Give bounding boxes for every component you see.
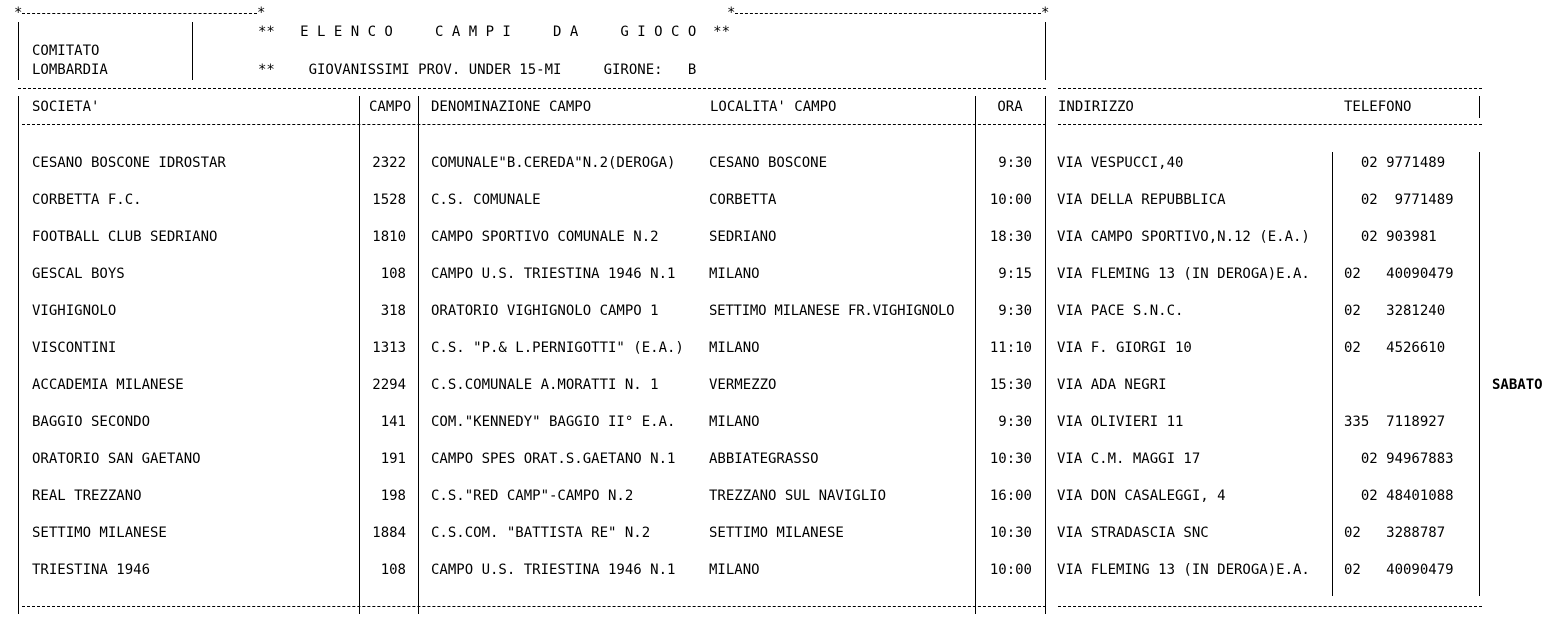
header-bottom-rule (1058, 124, 1482, 125)
cell-societa: GESCAL BOYS (32, 266, 125, 282)
column-header-campo: CAMPO (369, 99, 412, 115)
cell-denominazione: C.S. "P.& L.PERNIGOTTI" (E.A.) (431, 340, 684, 356)
cell-localita: MILANO (709, 562, 760, 578)
table-row (0, 525, 1556, 541)
corner-mark: * (257, 5, 266, 21)
cell-campo: 141 (380, 414, 406, 430)
table-row (0, 340, 1556, 356)
table-row (0, 155, 1556, 171)
cell-telefono: 02 3281240 (1344, 303, 1446, 319)
cell-localita: SEDRIANO (709, 229, 777, 245)
cell-societa: SETTIMO MILANESE (32, 525, 167, 541)
table-row (0, 229, 1556, 245)
cell-localita: TREZZANO SUL NAVIGLIO (709, 488, 887, 504)
header-right-border (1045, 22, 1046, 80)
cell-ora: 10:00 (989, 562, 1032, 578)
cell-denominazione: CAMPO SPES ORAT.S.GAETANO N.1 (431, 451, 676, 467)
cell-indirizzo: VIA ADA NEGRI (1057, 377, 1167, 393)
page-subtitle: ** GIOVANISSIMI PROV. UNDER 15-MI GIRONE: B (258, 62, 697, 78)
cell-localita: SETTIMO MILANESE FR.VIGHIGNOLO (709, 303, 955, 319)
column-header-indirizzo: INDIRIZZO (1058, 99, 1134, 115)
cell-campo: 198 (380, 488, 406, 504)
table-row (0, 303, 1556, 319)
cell-localita: ABBIATEGRASSO (709, 451, 819, 467)
cell-denominazione: CAMPO U.S. TRIESTINA 1946 N.1 (431, 562, 676, 578)
cell-denominazione: CAMPO U.S. TRIESTINA 1946 N.1 (431, 266, 676, 282)
cell-denominazione: C.S. COMUNALE (431, 192, 541, 208)
cell-localita: CESANO BOSCONE (709, 155, 828, 171)
cell-societa: ACCADEMIA MILANESE (32, 377, 184, 393)
table-row (0, 451, 1556, 467)
cell-indirizzo: VIA FLEMING 13 (IN DEROGA)E.A. (1057, 266, 1310, 282)
header-left-border (18, 22, 19, 80)
column-header-ora: ORA (997, 99, 1023, 115)
table-top-rule (1058, 88, 1482, 89)
cell-campo: 1528 (372, 192, 406, 208)
cell-campo: 2294 (372, 377, 406, 393)
cell-ora: 10:00 (989, 192, 1032, 208)
corner-mark: * (1041, 5, 1050, 21)
header-bottom-rule (22, 124, 1046, 125)
cell-telefono: 02 903981 (1344, 229, 1437, 245)
table-row (0, 488, 1556, 504)
cell-localita: CORBETTA (709, 192, 777, 208)
cell-ora: 10:30 (989, 525, 1032, 541)
cell-localita: MILANO (709, 414, 760, 430)
cell-campo: 1810 (372, 229, 406, 245)
cell-telefono: 02 48401088 (1344, 488, 1454, 504)
table-row (0, 266, 1556, 282)
cell-campo: 1884 (372, 525, 406, 541)
column-header-denominazione: DENOMINAZIONE CAMPO (431, 99, 592, 115)
table-row (0, 414, 1556, 430)
cell-localita: SETTIMO MILANESE (709, 525, 844, 541)
cell-ora: 9:15 (998, 266, 1032, 282)
cell-societa: FOOTBALL CLUB SEDRIANO (32, 229, 218, 245)
cell-denominazione: C.S.COM. "BATTISTA RE" N.2 (431, 525, 651, 541)
cell-ora: 16:00 (989, 488, 1032, 504)
column-header-societa: SOCIETA' (32, 99, 100, 115)
cell-indirizzo: VIA C.M. MAGGI 17 (1057, 451, 1201, 467)
cell-denominazione: ORATORIO VIGHIGNOLO CAMPO 1 (431, 303, 659, 319)
table-row (0, 192, 1556, 208)
cell-denominazione: COM."KENNEDY" BAGGIO II° E.A. (431, 414, 676, 430)
cell-localita: MILANO (709, 340, 760, 356)
cell-indirizzo: VIA DELLA REPUBBLICA (1057, 192, 1226, 208)
column-header-telefono: TELEFONO (1344, 99, 1412, 115)
corner-mark: * (727, 5, 736, 21)
cell-telefono: 335 7118927 (1344, 414, 1446, 430)
cell-campo: 2322 (372, 155, 406, 171)
table-bottom-rule (1058, 606, 1482, 607)
cell-campo: 1313 (372, 340, 406, 356)
cell-denominazione: COMUNALE"B.CEREDA"N.2(DEROGA) (431, 155, 676, 171)
cell-denominazione: C.S."RED CAMP"-CAMPO N.2 (431, 488, 634, 504)
cell-note: SABATO (1492, 377, 1543, 393)
cell-telefono: 02 94967883 (1344, 451, 1454, 467)
cell-campo: 108 (380, 266, 406, 282)
cell-societa: ORATORIO SAN GAETANO (32, 451, 201, 467)
cell-telefono: 02 3288787 (1344, 525, 1446, 541)
header-divider (192, 22, 193, 80)
cell-telefono: 02 9771489 (1344, 155, 1446, 171)
cell-denominazione: C.S.COMUNALE A.MORATTI N. 1 (431, 377, 659, 393)
cell-societa: REAL TREZZANO (32, 488, 142, 504)
cell-indirizzo: VIA STRADASCIA SNC (1057, 525, 1209, 541)
table-row (0, 562, 1556, 578)
cell-campo: 191 (380, 451, 406, 467)
cell-indirizzo: VIA FLEMING 13 (IN DEROGA)E.A. (1057, 562, 1310, 578)
page-title: ** E L E N C O C A M P I D A G I O C O ** (258, 24, 731, 40)
cell-indirizzo: VIA DON CASALEGGI, 4 (1057, 488, 1226, 504)
header-top-rule (22, 13, 257, 14)
cell-telefono: 02 4526610 (1344, 340, 1446, 356)
table-row (0, 377, 1556, 393)
cell-indirizzo: VIA VESPUCCI,40 (1057, 155, 1184, 171)
cell-ora: 9:30 (998, 155, 1032, 171)
cell-ora: 9:30 (998, 414, 1032, 430)
cell-ora: 15:30 (989, 377, 1032, 393)
cell-indirizzo: VIA OLIVIERI 11 (1057, 414, 1184, 430)
cell-indirizzo: VIA PACE S.N.C. (1057, 303, 1184, 319)
cell-ora: 11:10 (989, 340, 1032, 356)
cell-localita: VERMEZZO (709, 377, 777, 393)
cell-societa: TRIESTINA 1946 (32, 562, 151, 578)
cell-localita: MILANO (709, 266, 760, 282)
cell-indirizzo: VIA F. GIORGI 10 (1057, 340, 1192, 356)
cell-societa: CESANO BOSCONE IDROSTAR (32, 155, 226, 171)
committee-region: LOMBARDIA (32, 62, 108, 78)
cell-societa: CORBETTA F.C. (32, 192, 142, 208)
cell-telefono: 02 40090479 (1344, 562, 1454, 578)
cell-societa: VISCONTINI (32, 340, 117, 356)
column-header-localita: LOCALITA' CAMPO (710, 99, 837, 115)
cell-ora: 10:30 (989, 451, 1032, 467)
table-bottom-rule (22, 606, 1046, 607)
cell-telefono: 02 9771489 (1344, 192, 1454, 208)
header-top-rule (735, 13, 1041, 14)
cell-telefono: 02 40090479 (1344, 266, 1454, 282)
cell-societa: VIGHIGNOLO (32, 303, 117, 319)
committee-label: COMITATO (32, 43, 100, 59)
table-top-rule (18, 88, 1046, 89)
cell-societa: BAGGIO SECONDO (32, 414, 151, 430)
cell-indirizzo: VIA CAMPO SPORTIVO,N.12 (E.A.) (1057, 229, 1310, 245)
column-rule (1479, 96, 1480, 118)
cell-campo: 318 (380, 303, 406, 319)
cell-campo: 108 (380, 562, 406, 578)
corner-mark: * (14, 5, 23, 21)
cell-denominazione: CAMPO SPORTIVO COMUNALE N.2 (431, 229, 659, 245)
cell-ora: 18:30 (989, 229, 1032, 245)
cell-ora: 9:30 (998, 303, 1032, 319)
